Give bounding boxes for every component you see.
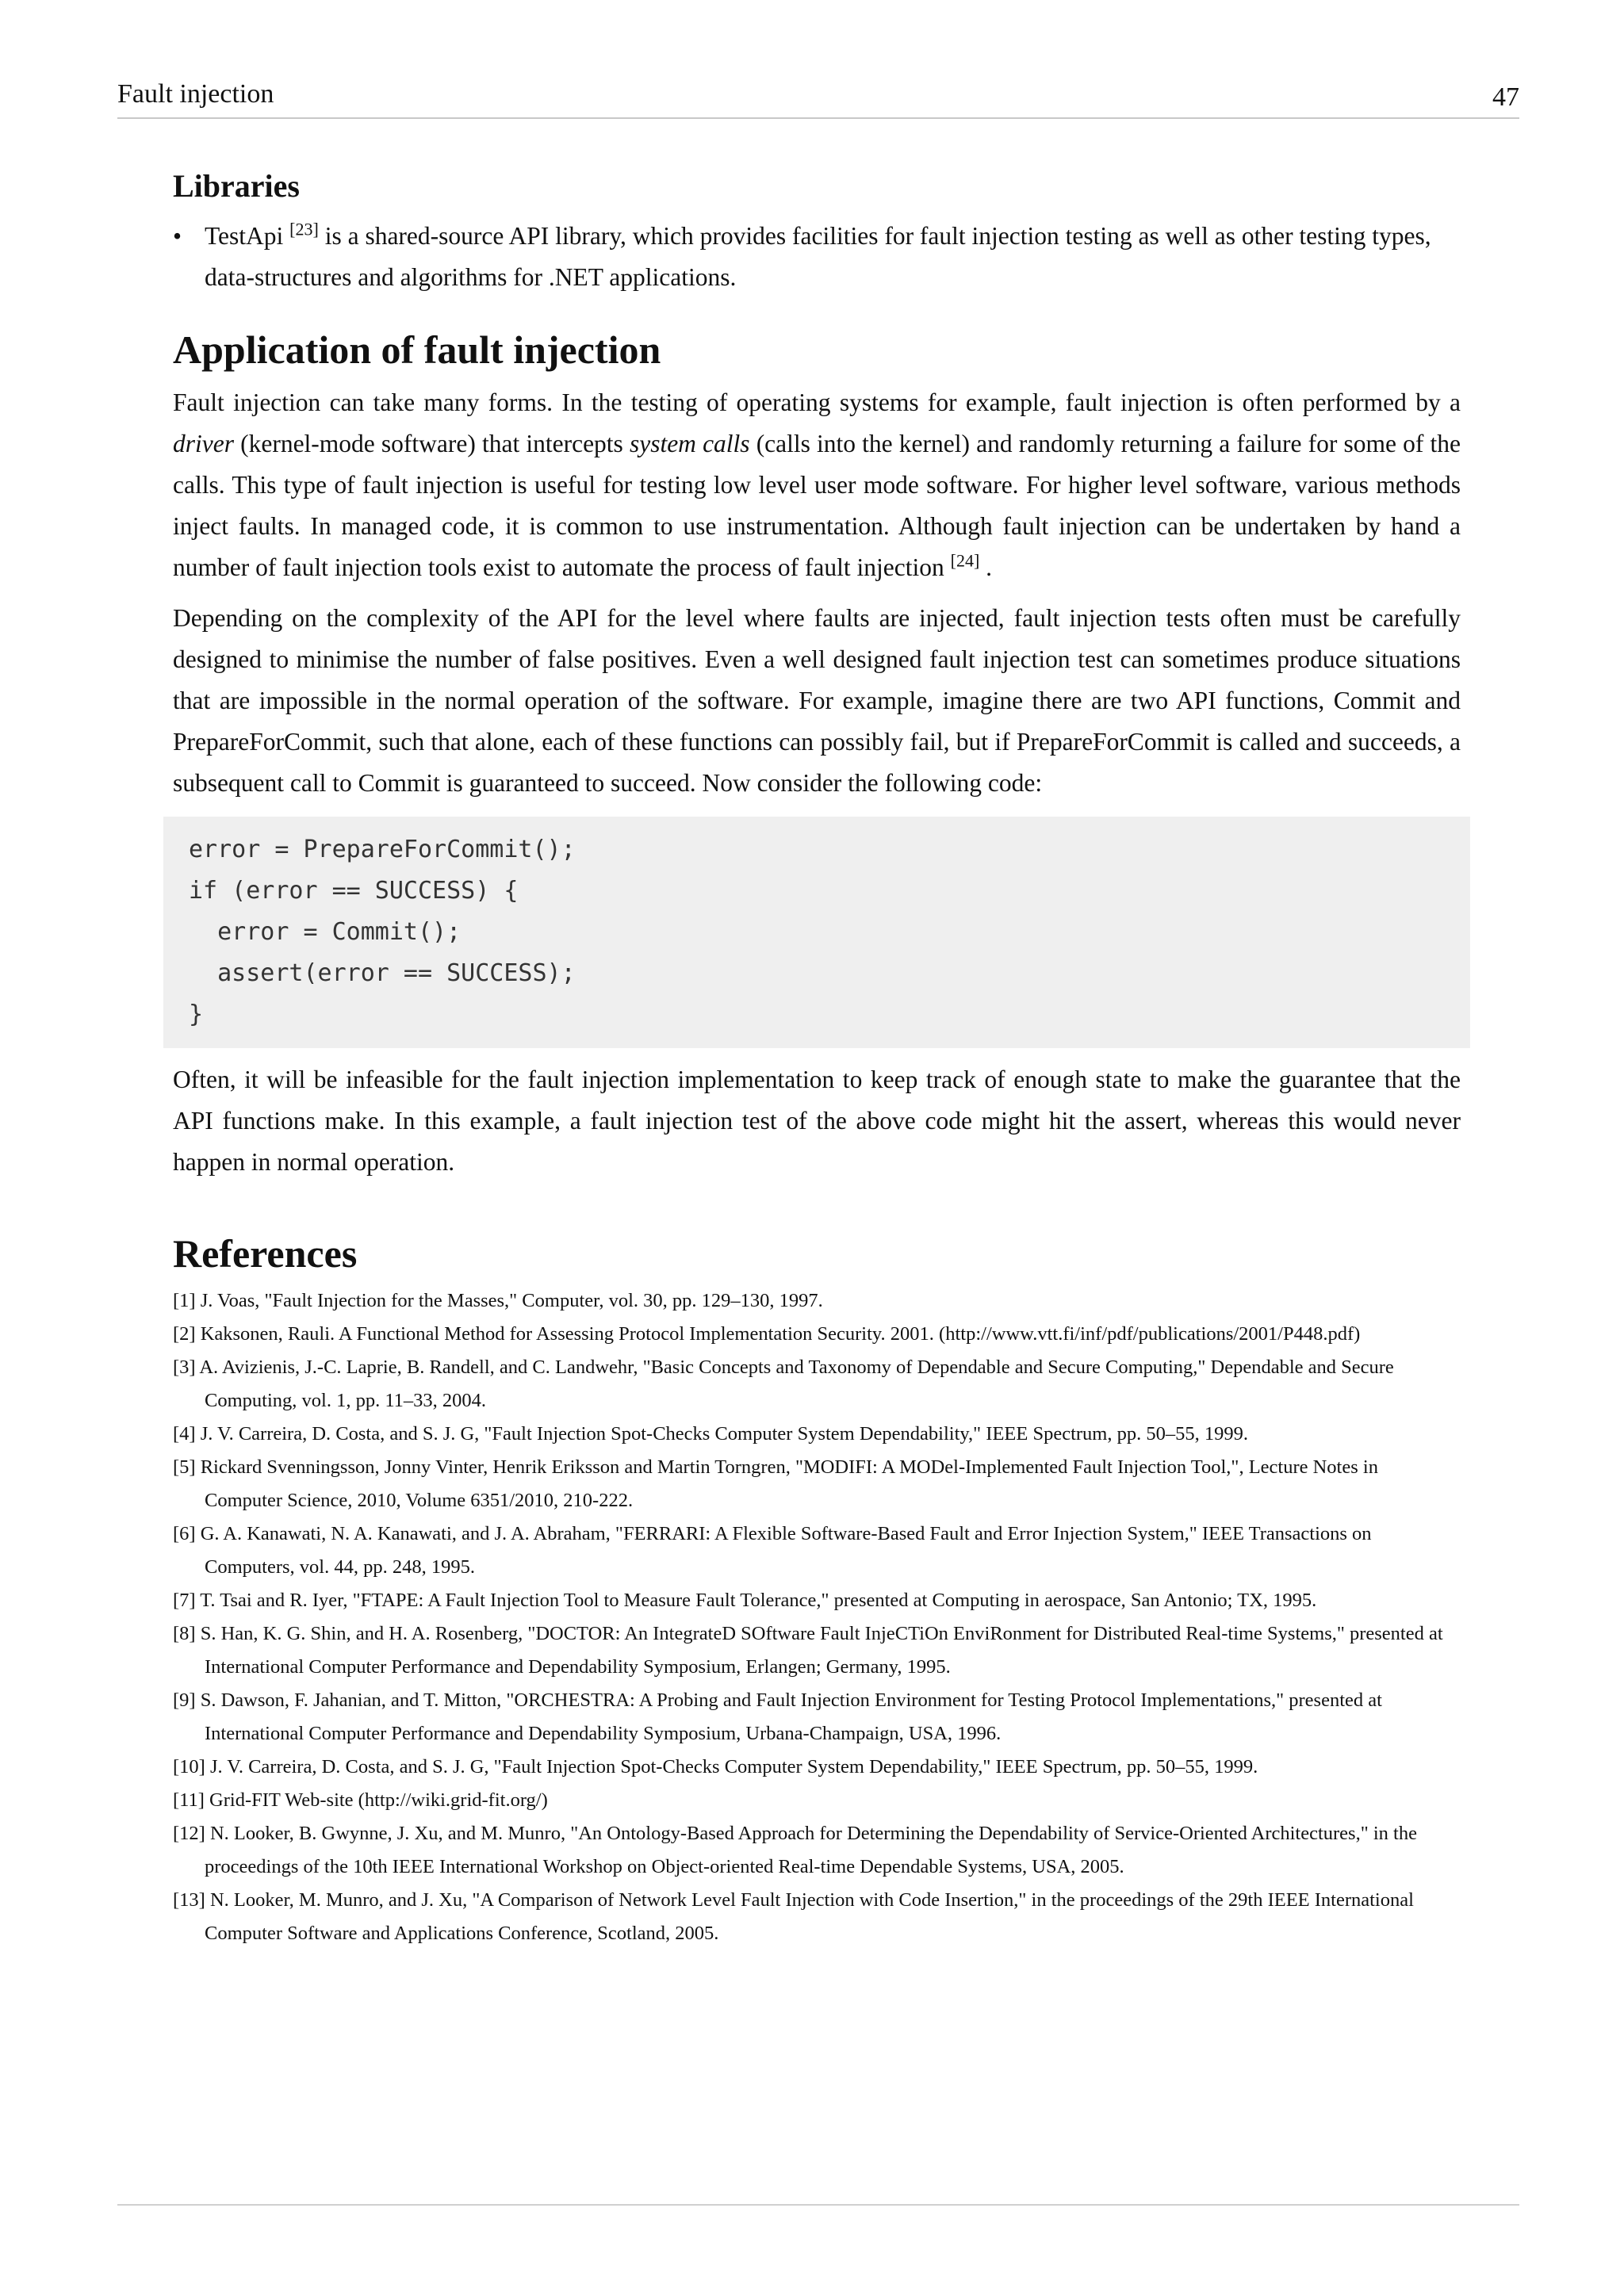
citation-link[interactable]: [24] (950, 550, 980, 571)
text-run: (calls into the kernel) and randomly returning a failure for some of the calls. This type of fault injection is useful for testing low level user mode software. For higher level software, various methods inject faults. In managed code, it is common to use instrumentation. Although fault injection can be undertaken by hand a number of fault injection tools exist to automate the process of fault injection (173, 430, 1461, 581)
paragraph-complexity: Depending on the complexity of the API for the level where faults are injected, fault injection tests often must be carefully designed to minimise the number of false positives. Even a well designed fault injection test can sometimes produce situations that are impossible in the normal operation of the software. For example, imagine there are two API functions, Commit and PrepareForCommit, such that alone, each of these functions can possibly fail, but if PrepareForCommit is called and succeeds, a subsequent call to Commit is guaranteed to succeed. Now consider the following code: (173, 604, 1461, 797)
article-body (173, 163, 1461, 1950)
code-line: error = PrepareForCommit(); (189, 836, 576, 863)
reference-item: [9] S. Dawson, F. Jahanian, and T. Mitton, "ORCHESTRA: A Probing and Fault Injection Environment for Testing Protocol Implementations," presented at International Computer Performance and Dependability Symposium, Urbana-Champaign, USA, 1996. (173, 1689, 1382, 1744)
references-heading: References (173, 1231, 358, 1276)
list-item (173, 216, 1461, 298)
reference-item: [5] Rickard Svenningsson, Jonny Vinter, Henrik Eriksson and Martin Torngren, "MODIFI: A MODel-Implemented Fault Injection Tool,", Lecture Notes in Computer Science, 2010, Volume 6351/2010, 210-222. (173, 1456, 1378, 1511)
reference-item: [10] J. V. Carreira, D. Costa, and S. J. G, "Fault Injection Spot-Checks Computer System Dependability," IEEE Spectrum, pp. 50–55, 1999. (173, 1756, 1258, 1777)
application-heading: Application of fault injection (173, 327, 661, 372)
reference-item: [11] Grid-FIT Web-site (http://wiki.grid-fit.org/) (173, 1789, 548, 1811)
code-line: } (189, 1001, 204, 1028)
reference-item: [3] A. Avizienis, J.-C. Laprie, B. Randell, and C. Landwehr, "Basic Concepts and Taxonomy of Dependable and Secure Computing," Dependable and Secure Computing, vol. 1, pp. 11–33, 2004. (173, 1357, 1394, 1411)
libraries-list (173, 216, 1461, 298)
code-line: assert(error == SUCCESS); (189, 959, 576, 987)
running-title: Fault injection (117, 79, 274, 109)
code-block (163, 817, 1470, 1048)
reference-item: [7] T. Tsai and R. Iyer, "FTAPE: A Fault Injection Tool to Measure Fault Tolerance," presented at Computing in aerospace, San Antonio; TX, 1995. (173, 1590, 1317, 1611)
reference-item: [12] N. Looker, B. Gwynne, J. Xu, and M. Munro, "An Ontology-Based Approach for Determining the Dependability of Service-Oriented Architectures," in the proceedings of the 10th IEEE International Workshop on Object-oriented Real-time Dependable Systems, USA, 2005. (173, 1823, 1417, 1877)
text-run: Fault injection can take many forms. In the testing of operating systems for example, fault injection is often performed by a (173, 388, 1461, 416)
reference-item: [13] N. Looker, M. Munro, and J. Xu, "A Comparison of Network Level Fault Injection with Code Insertion," in the proceedings of the 29th IEEE International Computer Software and Applications Conference, Scotland, 2005. (173, 1889, 1414, 1944)
citation-link[interactable]: [23] (289, 219, 319, 239)
reference-item: [6] G. A. Kanawati, N. A. Kanawati, and J. A. Abraham, "FERRARI: A Flexible Software-Based Fault and Error Injection System," IEEE Transactions on Computers, vol. 44, pp. 248, 1995. (173, 1523, 1372, 1578)
reference-item: [8] S. Han, K. G. Shin, and H. A. Rosenberg, "DOCTOR: An IntegrateD SOftware Fault InjeCTiOn EnviRonment for Distributed Real-time Systems," presented at International Computer Performance and Dependability Symposium, Erlangen; Germany, 1995. (173, 1623, 1443, 1678)
library-name: TestApi (205, 222, 284, 250)
paragraph-forms (173, 382, 1461, 588)
term-driver: driver (173, 430, 234, 457)
reference-item: [4] J. V. Carreira, D. Costa, and S. J. G, "Fault Injection Spot-Checks Computer System Dependability," IEEE Spectrum, pp. 50–55, 1999. (173, 1423, 1248, 1445)
references-list (173, 1284, 1461, 1950)
reference-item: [1] J. Voas, "Fault Injection for the Masses," Computer, vol. 30, pp. 129–130, 1997. (173, 1290, 823, 1311)
text-run: (kernel-mode software) that intercepts (233, 430, 630, 457)
footer-rule (117, 2204, 1519, 2206)
libraries-heading: Libraries (173, 168, 300, 204)
text-run: . (979, 553, 993, 581)
code-line: error = Commit(); (189, 918, 462, 946)
reference-item: [2] Kaksonen, Rauli. A Functional Method for Assessing Protocol Implementation Security. 2001. (http://www.vtt.fi/inf/pdf/publications/2001/P448.pdf) (173, 1323, 1361, 1345)
term-system-calls: system calls (629, 430, 750, 457)
library-description: is a shared-source API library, which provides facilities for fault injection testing as well as other testing types, data-structures and algorithms for .NET applications. (205, 222, 1431, 291)
page-number: 47 (1492, 82, 1519, 112)
paragraph-often: Often, it will be infeasible for the fault injection implementation to keep track of enough state to make the guarantee that the API functions make. In this example, a fault injection test of the above code might hit the assert, whereas this would never happen in normal operation. (173, 1066, 1461, 1176)
page-header (117, 78, 1519, 119)
code-line: if (error == SUCCESS) { (189, 877, 519, 905)
